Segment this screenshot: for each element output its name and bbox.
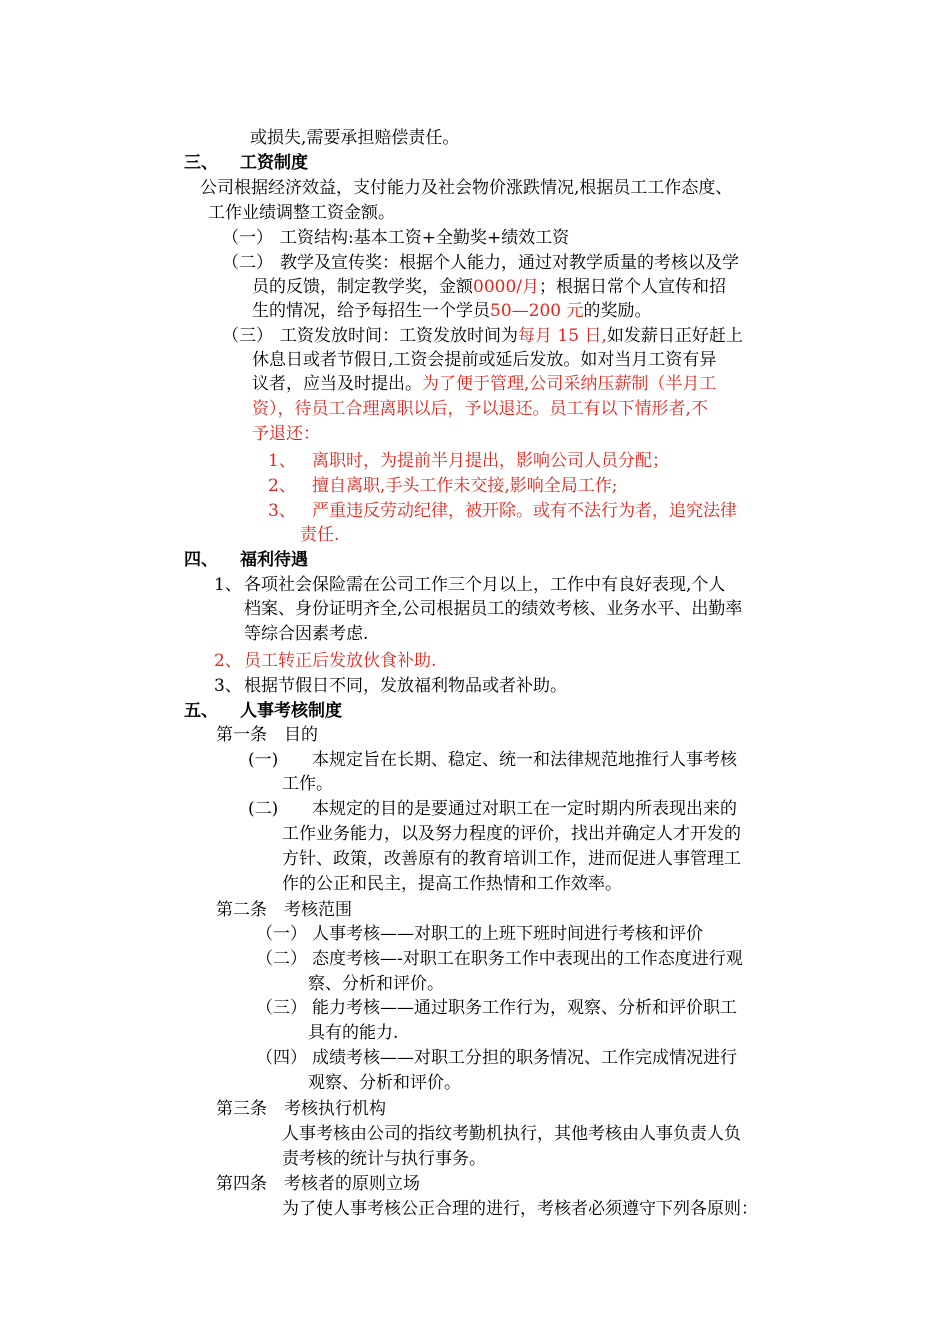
section-number: 四、 <box>184 550 218 570</box>
item-number: (二) <box>248 799 279 819</box>
item-number: （二） <box>222 253 273 273</box>
text-line: 离职时，为提前半月提出，影响公司人员分配； <box>312 451 669 471</box>
text-line: 各项社会保险需在公司工作三个月以上，工作中有良好表现,个人 <box>244 575 726 595</box>
text-line: 本规定的目的是要通过对职工在一定时期内所表现出来的 <box>312 799 737 819</box>
text-line: 或损失,需要承担赔偿责任。 <box>250 128 460 148</box>
text-line: 人事考核由公司的指纹考勤机执行，其他考核由人事负责人负 <box>282 1124 741 1144</box>
text-line: 成绩考核——对职工分担的职务情况、工作完成情况进行 <box>312 1048 737 1068</box>
text-line: 态度考核—-对职工在职务工作中表现出的工作态度进行观 <box>312 949 743 969</box>
text-line: 予退还： <box>252 424 320 444</box>
text-line: 工作业务能力，以及努力程度的评价，找出并确定人才开发的 <box>282 824 741 844</box>
article-heading: 第四条 考核者的原则立场 <box>216 1174 420 1194</box>
text-line: 议者，应当及时提出。为了便于管理,公司采纳压薪制（半月工 <box>252 374 717 394</box>
list-number: 3、 <box>214 676 242 696</box>
text-line: 公司根据经济效益，支付能力及社会物价涨跌情况,根据员工工作态度、 <box>200 178 733 198</box>
highlighted-text: 每月 15 日, <box>518 326 607 346</box>
text-line: 休息日或者节假日,工资会提前或延后发放。如对当月工资有异 <box>252 350 717 370</box>
section-number: 五、 <box>184 701 218 721</box>
text-line: 方针、政策，改善原有的教育培训工作，进而促进人事管理工 <box>282 849 741 869</box>
text-line: 工作业绩调整工资金额。 <box>208 203 395 223</box>
text-line: 能力考核——通过职务工作行为，观察、分析和评价职工 <box>312 998 737 1018</box>
text-line: 工资发放时间：工资发放时间为每月 15 日,如发薪日正好赶上 <box>280 326 743 346</box>
item-number: （二） <box>256 949 307 969</box>
list-number: 2、 <box>214 651 242 671</box>
text-line: 擅自离职,手头工作未交接,影响全局工作; <box>312 476 618 496</box>
list-number: 2、 <box>268 476 296 496</box>
highlighted-text: 0000/月 <box>473 277 539 297</box>
text-line: 人事考核——对职工的上班下班时间进行考核和评价 <box>312 924 703 944</box>
section-heading: 人事考核制度 <box>240 701 342 721</box>
list-number: 1、 <box>268 451 296 471</box>
text-line: 具有的能力. <box>308 1023 399 1043</box>
section-heading: 工资制度 <box>240 153 308 173</box>
text-line: 观察、分析和评价。 <box>308 1073 461 1093</box>
text-line: 工资结构:基本工资+全勤奖+绩效工资 <box>280 228 570 248</box>
text-line: 责考核的统计与执行事务。 <box>282 1149 486 1169</box>
text-line: 生的情况，给予每招生一个学员50—200 元的奖励。 <box>252 301 652 321</box>
highlighted-text: 为了便于管理,公司采纳压薪制（半月工 <box>422 374 717 394</box>
text-line: 严重违反劳动纪律，被开除。或有不法行为者，追究法律 <box>312 501 737 521</box>
article-heading: 第二条 考核范围 <box>216 900 352 920</box>
article-heading: 第三条 考核执行机构 <box>216 1099 386 1119</box>
text-line: 资），待员工合理离职以后，予以退还。员工有以下情形者,不 <box>252 399 708 419</box>
text-line: 察、分析和评价。 <box>308 974 444 994</box>
text-line: 等综合因素考虑. <box>244 624 369 644</box>
section-heading: 福利待遇 <box>240 550 308 570</box>
text-line: 员工转正后发放伙食补助. <box>244 651 437 671</box>
item-number: （三） <box>256 998 307 1018</box>
text-line: 为了使人事考核公正合理的进行，考核者必须遵守下列各原则： <box>282 1199 758 1219</box>
list-number: 1、 <box>214 575 242 595</box>
item-number: （三） <box>222 326 273 346</box>
item-number: （四） <box>256 1048 307 1068</box>
text-line: 本规定旨在长期、稳定、统一和法律规范地推行人事考核 <box>312 750 737 770</box>
item-number: （一） <box>256 924 307 944</box>
article-heading: 第一条 目的 <box>216 725 318 745</box>
text-line: 作的公正和民主，提高工作热情和工作效率。 <box>282 874 622 894</box>
item-number: （一） <box>222 228 273 248</box>
item-number: (一) <box>248 750 279 770</box>
text-line: 责任. <box>300 525 340 545</box>
section-number: 三、 <box>184 153 218 173</box>
highlighted-text: 50—200 元 <box>490 301 584 321</box>
text-line: 工作。 <box>282 774 333 794</box>
text-line: 档案、身份证明齐全,公司根据员工的绩效考核、业务水平、出勤率 <box>244 599 743 619</box>
text-line: 员的反馈，制定教学奖，金额0000/月；根据日常个人宣传和招 <box>252 277 726 297</box>
text-line: 教学及宣传奖：根据个人能力，通过对教学质量的考核以及学 <box>280 253 739 273</box>
text-line: 根据节假日不同，发放福利物品或者补助。 <box>244 676 567 696</box>
list-number: 3、 <box>268 501 296 521</box>
